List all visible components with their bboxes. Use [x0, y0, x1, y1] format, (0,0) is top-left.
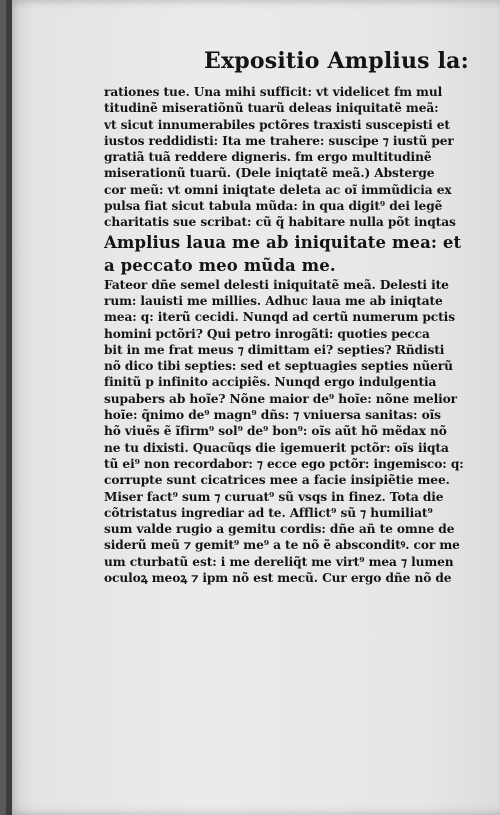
text-line: um cturbatũ est: i me dereliq̃t me virt⁹ mea ⁊ lumen — [104, 554, 454, 569]
text-block — [104, 44, 476, 586]
text-line: corrupte sunt cicatrices mee a facie insipiẽtie mee. — [104, 473, 450, 488]
text-line: nõ dico tibi septies: sed et septuagies septies nũerũ — [104, 359, 453, 374]
text-line: cor meũ: vt omni iniqtate deleta ac oĩ immũdicia ex — [104, 182, 452, 197]
text-line: siderũ meũ ⁊ gemit⁹ me⁹ a te nõ ẽ absconditꝰ. cor me — [104, 538, 460, 553]
psalm-verse-line: a peccato meo mũda me. — [104, 255, 336, 275]
text-line: hoĩe: q̃nimo de⁹ magn⁹ dñs: ⁊ vniuersa sanitas: oĩs — [104, 408, 441, 423]
text-line: tũ ei⁹ non recordabor: ⁊ ecce ego pctõr: ingemisco: q: — [104, 456, 464, 471]
text-line: Miser fact⁹ sum ⁊ curuat⁹ sũ vsqs in finez. Tota die — [104, 489, 444, 504]
text-line: vt sicut innumerabiles pctõres traxisti suscepisti et — [104, 117, 450, 132]
text-line: gratiã tuã reddere digneris. fm ergo multitudinẽ — [104, 150, 432, 165]
text-line: finitũ p infinito accipiẽs. Nunqd ergo indulgentia — [104, 375, 437, 390]
book-page — [6, 0, 500, 815]
text-line: hõ viuẽs ẽ ĩfirm⁹ sol⁹ de⁹ bon⁹: oĩs aũt hõ mẽdax nõ — [104, 424, 447, 439]
text-line: ne tu dixisti. Quacũqs die igemuerit pctõr: oĩs iiqta — [104, 440, 449, 455]
text-line: rum: lauisti me millies. Adhuc laua me ab iniqtate — [104, 293, 443, 308]
text-line: homini pctõri? Qui petro inrogãti: quoties pecca — [104, 326, 430, 341]
text-line: charitatis sue scribat: cũ q̃ habitare nulla põt inqtas — [104, 215, 456, 230]
text-line: bit in me frat meus ⁊ dimittam ei? septies? Rñdisti — [104, 342, 445, 357]
running-head: Expositio Amplius la: — [204, 48, 469, 74]
text-line: supabers ab hoĩe? Nõne maior de⁹ hoĩe: nõne melior — [104, 391, 457, 406]
text-line: iustos reddidisti: Ita me trahere: suscipe ⁊ iustũ per — [104, 133, 454, 148]
psalm-verse-line: Amplius laua me ab iniquitate mea: et — [104, 232, 462, 252]
body-text — [104, 84, 476, 586]
text-line: oculoꝝ meoꝝ ⁊ ipm nõ est mecũ. Cur ergo dñe nõ de — [104, 571, 452, 586]
text-line: titudinẽ miseratiõnũ tuarũ deleas iniquitatẽ meã: — [104, 101, 439, 116]
text-line: rationes tue. Una mihi sufficit: vt videlicet fm mul — [104, 85, 443, 99]
text-line: sum valde rugio a gemitu cordis: dñe añ te omne de — [104, 522, 455, 537]
page-gutter-shadow — [6, 0, 12, 815]
text-line: cõtristatus ingrediar ad te. Afflict⁹ sũ ⁊ humiliat⁹ — [104, 505, 433, 520]
text-line: pulsa fiat sicut tabula mũda: in qua digit⁹ dei legẽ — [104, 199, 443, 214]
text-line: miserationũ tuarũ. (Dele iniqtatẽ meã.) Absterge — [104, 166, 435, 181]
text-line: Fateor dñe semel delesti iniquitatẽ meã. Delesti ite — [104, 277, 449, 292]
text-line: mea: q: iterũ cecidi. Nunqd ad certũ numerum pctis — [104, 310, 455, 325]
